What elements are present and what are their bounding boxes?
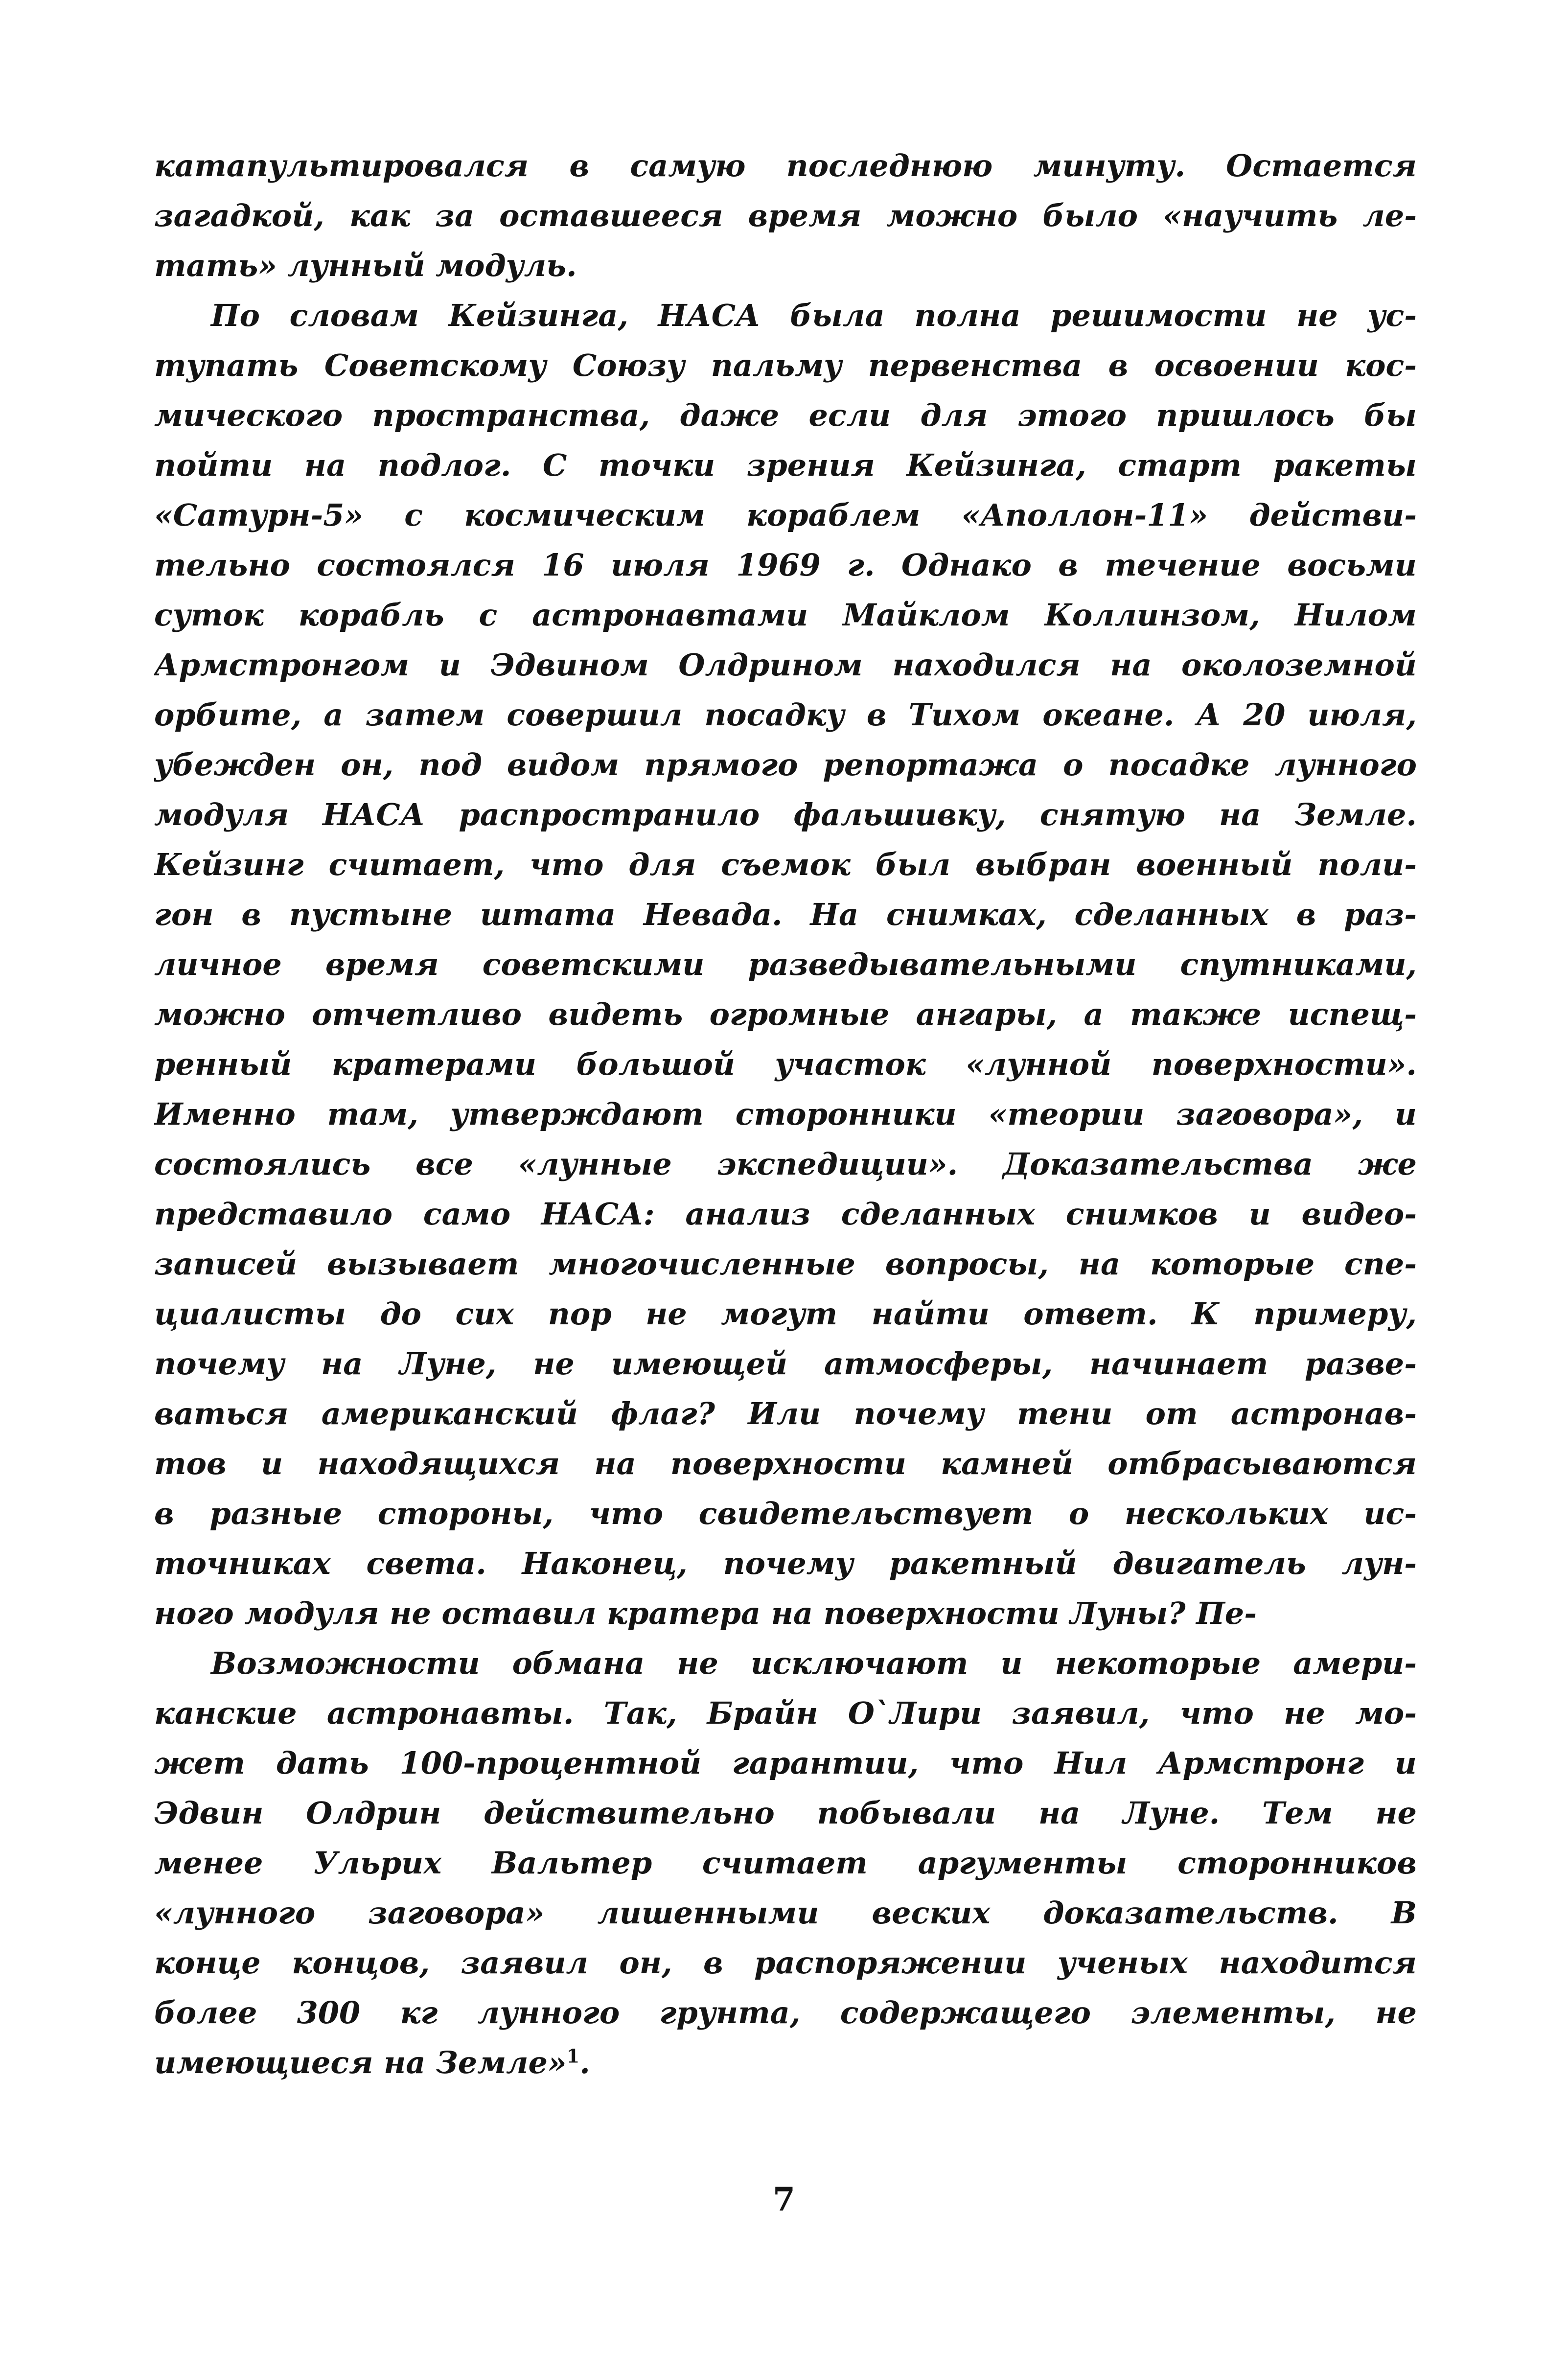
footnote-marker[interactable]: 1 <box>566 2045 580 2067</box>
text-line: загадкой, как за оставшееся время можно было «научить ле- <box>154 198 1417 233</box>
text-line: тов и находящихся на поверхности камней отбрасываются <box>154 1446 1417 1481</box>
text-line: Кейзинг считает, что для съемок был выбран военный поли- <box>154 847 1417 882</box>
page-number: 7 <box>773 2180 795 2218</box>
text-line: Армстронгом и Эдвином Олдрином находился на околоземной <box>154 647 1417 683</box>
text-line: Именно там, утверждают сторонники «теории заговора», и <box>154 1096 1417 1132</box>
text-line: почему на Луне, не имеющей атмосферы, начинает разве- <box>154 1346 1417 1382</box>
text-line: модуля НАСА распространило фальшивку, снятую на Земле. <box>154 797 1417 832</box>
text-line-final <box>154 2038 1417 2088</box>
text-line: ваться американский флаг? Или почему тени от астронав- <box>154 1396 1417 1431</box>
text-line: можно отчетливо видеть огромные ангары, а также испещ- <box>154 996 1417 1032</box>
text-line: катапультировался в самую последнюю минуту. Остается <box>154 148 1417 184</box>
text-line: «лунного заговора» лишенными веских доказательств. В <box>154 1895 1417 1931</box>
text-line: По словам Кейзинга, НАСА была полна решимости не ус- <box>211 298 1417 333</box>
text-line: тельно состоялся 16 июля 1969 г. Однако в течение восьми <box>154 547 1417 583</box>
text-line: циалисты до сих пор не могут найти ответ. К примеру, <box>154 1296 1417 1332</box>
text-line: более 300 кг лунного грунта, содержащего элементы, не <box>154 1995 1417 2031</box>
text-line: тупать Советскому Союзу пальму первенства в освоении кос- <box>154 347 1417 383</box>
text-line: представило само НАСА: анализ сделанных снимков и видео- <box>154 1196 1417 1232</box>
text-line: Эдвин Олдрин действительно побывали на Луне. Тем не <box>154 1795 1417 1831</box>
text-line: записей вызывает многочисленные вопросы, на которые спе- <box>154 1246 1417 1282</box>
text-line: убежден он, под видом прямого репортажа о посадке лунного <box>154 747 1417 783</box>
final-line-text: имеющиеся на Земле» <box>154 2045 567 2080</box>
text-line: точниках света. Наконец, почему ракетный двигатель лун- <box>154 1546 1417 1581</box>
text-line: в разные стороны, что свидетельствует о нескольких ис- <box>154 1496 1417 1531</box>
text-line: состоялись все «лунные экспедиции». Доказательства же <box>154 1146 1417 1182</box>
text-line: суток корабль с астронавтами Майклом Коллинзом, Нилом <box>154 597 1417 633</box>
text-line: канские астронавты. Так, Брайн О`Лири заявил, что не мо- <box>154 1695 1417 1731</box>
text-line: тать» лунный модуль. <box>154 248 577 283</box>
text-line: ренный кратерами большой участок «лунной поверхности». <box>154 1046 1417 1082</box>
text-line: орбите, а затем совершил посадку в Тихом океане. А 20 июля, <box>154 697 1417 733</box>
text-line: конце концов, заявил он, в распоряжении ученых находится <box>154 1945 1417 1981</box>
text-line: мического пространства, даже если для этого пришлось бы <box>154 397 1417 433</box>
text-line: личное время советскими разведывательными спутниками, <box>154 947 1417 982</box>
text-line: «Сатурн-5» с космическим кораблем «Аполлон-11» действи- <box>154 497 1417 533</box>
body-text <box>154 141 1417 2088</box>
text-line: ного модуля не оставил кратера на поверхности Луны? Пе- <box>154 1595 1257 1631</box>
final-punctuation: . <box>579 2045 590 2080</box>
text-line: Возможности обмана не исключают и некоторые амери- <box>211 1645 1417 1681</box>
text-line: гон в пустыне штата Невада. На снимках, сделанных в раз- <box>154 897 1417 932</box>
text-line: пойти на подлог. С точки зрения Кейзинга, старт ракеты <box>154 447 1417 483</box>
text-line: жет дать 100-процентной гарантии, что Нил Армстронг и <box>154 1745 1417 1781</box>
text-line: менее Ульрих Вальтер считает аргументы сторонников <box>154 1845 1417 1881</box>
